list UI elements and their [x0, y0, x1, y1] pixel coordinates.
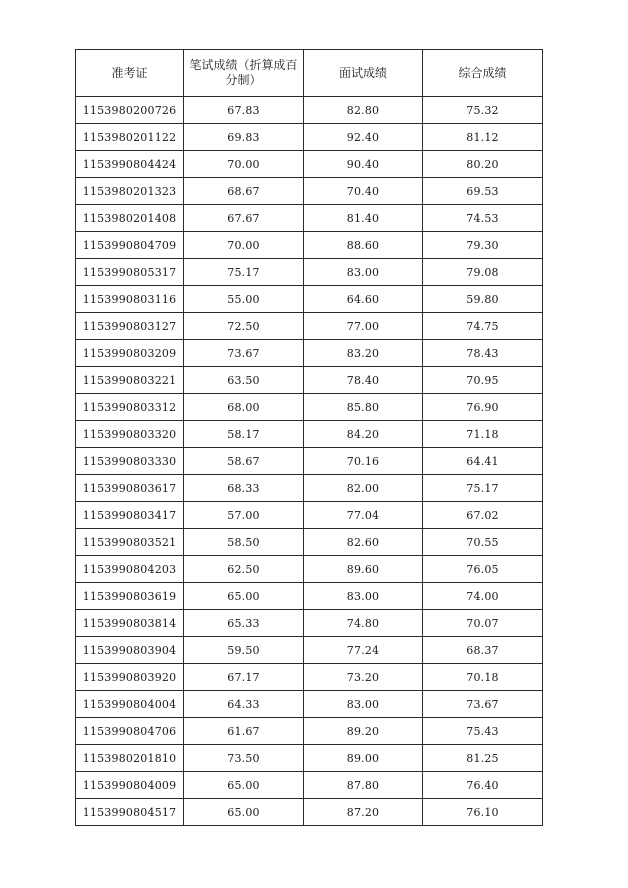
- exam-id-cell: 1153990804203: [76, 556, 184, 583]
- exam-id-cell: 1153990804009: [76, 772, 184, 799]
- interview-score-cell: 70.40: [304, 178, 423, 205]
- total-score-cell: 71.18: [423, 421, 543, 448]
- table-row: [76, 205, 543, 232]
- table-row: [76, 448, 543, 475]
- table-row: [76, 772, 543, 799]
- interview-score-cell: 77.24: [304, 637, 423, 664]
- table-row: [76, 583, 543, 610]
- written-score-cell: 68.67: [184, 178, 304, 205]
- written-score-cell: 65.00: [184, 772, 304, 799]
- interview-score-cell: 64.60: [304, 286, 423, 313]
- table-row: [76, 286, 543, 313]
- written-score-cell: 69.83: [184, 124, 304, 151]
- exam-id-cell: 1153990804517: [76, 799, 184, 826]
- interview-score-cell: 89.20: [304, 718, 423, 745]
- table-row: [76, 691, 543, 718]
- total-score-cell: 74.00: [423, 583, 543, 610]
- total-score-cell: 64.41: [423, 448, 543, 475]
- interview-score-cell: 82.00: [304, 475, 423, 502]
- table-row: [76, 151, 543, 178]
- exam-id-cell: 1153990803617: [76, 475, 184, 502]
- exam-id-cell: 1153990804706: [76, 718, 184, 745]
- table-row: [76, 340, 543, 367]
- exam-id-cell: 1153990803814: [76, 610, 184, 637]
- total-score-cell: 79.30: [423, 232, 543, 259]
- written-score-cell: 70.00: [184, 232, 304, 259]
- header-total-score: 综合成绩: [423, 50, 543, 97]
- table-row: [76, 502, 543, 529]
- written-score-cell: 58.17: [184, 421, 304, 448]
- written-score-cell: 57.00: [184, 502, 304, 529]
- table-row: [76, 637, 543, 664]
- interview-score-cell: 89.60: [304, 556, 423, 583]
- written-score-cell: 62.50: [184, 556, 304, 583]
- exam-id-cell: 1153990803127: [76, 313, 184, 340]
- interview-score-cell: 83.00: [304, 691, 423, 718]
- total-score-cell: 76.10: [423, 799, 543, 826]
- table-body: [76, 97, 543, 826]
- table-row: [76, 313, 543, 340]
- exam-id-cell: 1153990803330: [76, 448, 184, 475]
- written-score-cell: 67.83: [184, 97, 304, 124]
- written-score-cell: 73.67: [184, 340, 304, 367]
- written-score-cell: 72.50: [184, 313, 304, 340]
- exam-id-cell: 1153990803619: [76, 583, 184, 610]
- total-score-cell: 70.18: [423, 664, 543, 691]
- written-score-cell: 61.67: [184, 718, 304, 745]
- exam-id-cell: 1153980201810: [76, 745, 184, 772]
- header-row: [76, 50, 543, 97]
- total-score-cell: 78.43: [423, 340, 543, 367]
- table-row: [76, 718, 543, 745]
- total-score-cell: 70.07: [423, 610, 543, 637]
- table-row: [76, 124, 543, 151]
- table-row: [76, 799, 543, 826]
- table-row: [76, 556, 543, 583]
- interview-score-cell: 85.80: [304, 394, 423, 421]
- written-score-cell: 73.50: [184, 745, 304, 772]
- interview-score-cell: 92.40: [304, 124, 423, 151]
- written-score-cell: 58.50: [184, 529, 304, 556]
- written-score-cell: 64.33: [184, 691, 304, 718]
- header-written-score: 笔试成绩（折算成百分制）: [184, 50, 304, 97]
- total-score-cell: 70.55: [423, 529, 543, 556]
- total-score-cell: 75.43: [423, 718, 543, 745]
- total-score-cell: 81.25: [423, 745, 543, 772]
- table-row: [76, 259, 543, 286]
- interview-score-cell: 83.00: [304, 583, 423, 610]
- total-score-cell: 75.17: [423, 475, 543, 502]
- interview-score-cell: 90.40: [304, 151, 423, 178]
- exam-id-cell: 1153990804004: [76, 691, 184, 718]
- interview-score-cell: 83.20: [304, 340, 423, 367]
- total-score-cell: 73.67: [423, 691, 543, 718]
- total-score-cell: 75.32: [423, 97, 543, 124]
- exam-id-cell: 1153980200726: [76, 97, 184, 124]
- total-score-cell: 81.12: [423, 124, 543, 151]
- written-score-cell: 55.00: [184, 286, 304, 313]
- written-score-cell: 65.33: [184, 610, 304, 637]
- exam-id-cell: 1153980201323: [76, 178, 184, 205]
- total-score-cell: 79.08: [423, 259, 543, 286]
- exam-id-cell: 1153990804424: [76, 151, 184, 178]
- written-score-cell: 75.17: [184, 259, 304, 286]
- header-exam-id: 准考证: [76, 50, 184, 97]
- interview-score-cell: 84.20: [304, 421, 423, 448]
- exam-id-cell: 1153980201122: [76, 124, 184, 151]
- table-row: [76, 610, 543, 637]
- interview-score-cell: 87.20: [304, 799, 423, 826]
- exam-id-cell: 1153990803116: [76, 286, 184, 313]
- total-score-cell: 67.02: [423, 502, 543, 529]
- written-score-cell: 65.00: [184, 583, 304, 610]
- total-score-cell: 80.20: [423, 151, 543, 178]
- interview-score-cell: 77.04: [304, 502, 423, 529]
- exam-id-cell: 1153990805317: [76, 259, 184, 286]
- total-score-cell: 68.37: [423, 637, 543, 664]
- table-row: [76, 232, 543, 259]
- interview-score-cell: 87.80: [304, 772, 423, 799]
- total-score-cell: 76.40: [423, 772, 543, 799]
- exam-id-cell: 1153990803904: [76, 637, 184, 664]
- interview-score-cell: 88.60: [304, 232, 423, 259]
- interview-score-cell: 78.40: [304, 367, 423, 394]
- total-score-cell: 74.75: [423, 313, 543, 340]
- table-row: [76, 421, 543, 448]
- exam-id-cell: 1153980201408: [76, 205, 184, 232]
- written-score-cell: 70.00: [184, 151, 304, 178]
- exam-id-cell: 1153990803920: [76, 664, 184, 691]
- written-score-cell: 68.33: [184, 475, 304, 502]
- exam-id-cell: 1153990803417: [76, 502, 184, 529]
- exam-id-cell: 1153990803312: [76, 394, 184, 421]
- written-score-cell: 58.67: [184, 448, 304, 475]
- interview-score-cell: 74.80: [304, 610, 423, 637]
- table-row: [76, 394, 543, 421]
- interview-score-cell: 82.80: [304, 97, 423, 124]
- table-row: [76, 97, 543, 124]
- table-row: [76, 475, 543, 502]
- exam-id-cell: 1153990803221: [76, 367, 184, 394]
- table-row: [76, 367, 543, 394]
- total-score-cell: 76.05: [423, 556, 543, 583]
- written-score-cell: 59.50: [184, 637, 304, 664]
- interview-score-cell: 70.16: [304, 448, 423, 475]
- written-score-cell: 68.00: [184, 394, 304, 421]
- total-score-cell: 59.80: [423, 286, 543, 313]
- interview-score-cell: 73.20: [304, 664, 423, 691]
- total-score-cell: 74.53: [423, 205, 543, 232]
- exam-id-cell: 1153990804709: [76, 232, 184, 259]
- total-score-cell: 69.53: [423, 178, 543, 205]
- total-score-cell: 70.95: [423, 367, 543, 394]
- written-score-cell: 63.50: [184, 367, 304, 394]
- exam-id-cell: 1153990803320: [76, 421, 184, 448]
- written-score-cell: 65.00: [184, 799, 304, 826]
- table-row: [76, 178, 543, 205]
- table-row: [76, 664, 543, 691]
- interview-score-cell: 82.60: [304, 529, 423, 556]
- exam-id-cell: 1153990803521: [76, 529, 184, 556]
- exam-id-cell: 1153990803209: [76, 340, 184, 367]
- header-interview-score: 面试成绩: [304, 50, 423, 97]
- score-table: [75, 49, 543, 826]
- interview-score-cell: 77.00: [304, 313, 423, 340]
- table-row: [76, 745, 543, 772]
- interview-score-cell: 81.40: [304, 205, 423, 232]
- total-score-cell: 76.90: [423, 394, 543, 421]
- interview-score-cell: 83.00: [304, 259, 423, 286]
- table-row: [76, 529, 543, 556]
- written-score-cell: 67.67: [184, 205, 304, 232]
- written-score-cell: 67.17: [184, 664, 304, 691]
- interview-score-cell: 89.00: [304, 745, 423, 772]
